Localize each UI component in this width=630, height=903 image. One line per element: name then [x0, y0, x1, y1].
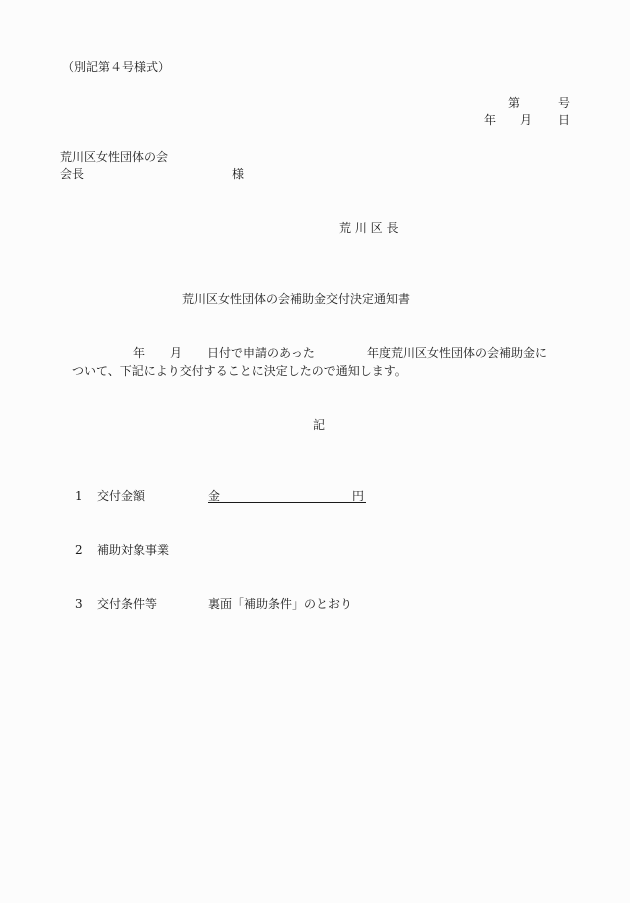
ki-heading: 記 [313, 418, 326, 432]
item-1-label: 交付金額 [97, 489, 146, 503]
body-date-month: 月 [170, 346, 183, 360]
doc-title: 荒川区女性団体の会補助金交付決定通知書 [182, 292, 411, 306]
date-month: 月 [520, 113, 533, 127]
issuer: 荒 川 区 長 [339, 221, 399, 235]
body-date-day-text: 日付で申請のあった [207, 346, 315, 360]
doc-number-go: 号 [558, 96, 571, 110]
form-label: （別記第４号様式） [62, 60, 171, 74]
date-day: 日 [558, 113, 571, 127]
item-1-value-suffix: 円 [352, 489, 365, 503]
body-line-2: ついて、下記により交付することに決定したので通知します。 [72, 364, 407, 378]
body-date-year: 年 [133, 346, 146, 360]
doc-number-dai: 第 [508, 96, 521, 110]
addressee-title: 会長 [60, 167, 85, 181]
item-1-value-prefix: 金 [208, 489, 221, 503]
item-3-label: 交付条件等 [97, 597, 158, 611]
item-3-value: 裏面「補助条件」のとおり [208, 597, 353, 611]
addressee-org: 荒川区女性団体の会 [60, 150, 169, 164]
amount-underline [208, 488, 366, 503]
addressee-honorific: 様 [232, 167, 245, 181]
date-year: 年 [484, 113, 497, 127]
item-2-label: 補助対象事業 [97, 543, 170, 557]
item-2-number: 2 [75, 543, 83, 557]
body-fiscal-text: 年度荒川区女性団体の会補助金に [367, 346, 548, 360]
item-3-number: 3 [75, 597, 83, 611]
item-1-number: 1 [75, 489, 83, 503]
